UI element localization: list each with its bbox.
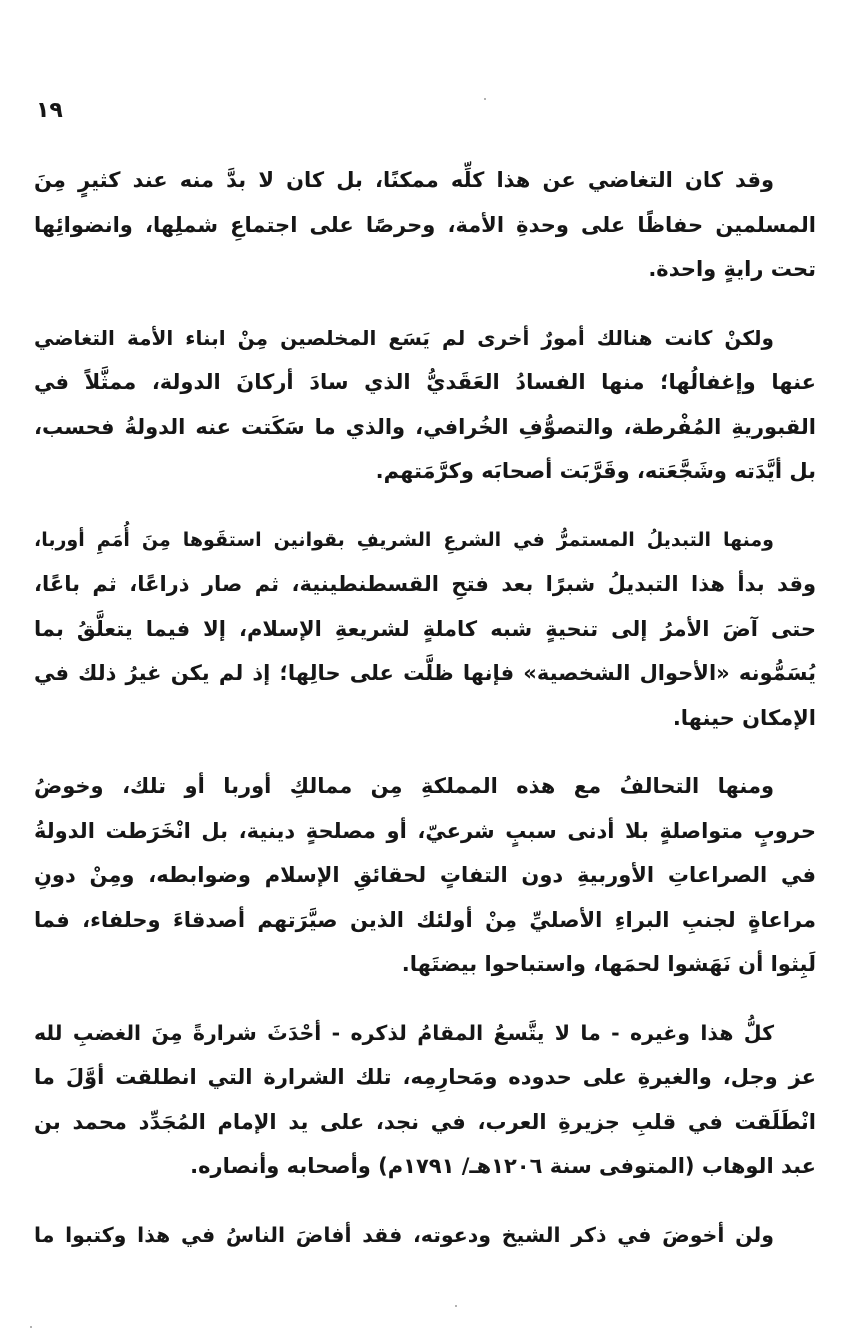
text-line: عبد الوهاب (المتوفى سنة ١٢٠٦هـ/ ١٧٩١م) وأصحابه وأنصاره. [190,1154,816,1178]
text-line: وقد كان التغاضي عن هذا كلِّه ممكنًا، بل كان لا بدَّ منه عند كثيرٍ مِنَ [34,168,774,192]
text-line: ومنها التحالفُ مع هذه المملكةِ مِن ممالكِ أوربا أو تلك، وخوضُ [34,774,774,798]
text-line: عنها وإغفالُها؛ منها الفسادُ العَقَديُّ الذي سادَ أركانَ الدولة، ممثَّلاً في [34,370,816,394]
text-line: وقد بدأ هذا التبديلُ شبرًا بعد فتحِ القسطنطينية، ثم صار ذراعًا، ثم باعًا، [34,572,816,596]
text-line: القبوريةِ المُفْرطة، والتصوُّفِ الخُرافي، والذي ما سَكَتت عنه الدولةُ فحسب، [34,414,816,439]
text-line: ولن أخوضَ في ذكر الشيخ ودعوته، فقد أفاضَ الناسُ في هذا وكتبوا ما [34,1222,774,1247]
text-line: مراعاةٍ لجنبِ البراءِ الأصليِّ مِنْ أولئك الذين صيَّرَتهم أصدقاءَ وحلفاء، فما [34,907,816,932]
text-line: يُسَمُّونه «الأحوال الشخصية» فإنها ظلَّت على حالِها؛ إذ لم يكن غيرُ ذلك في [34,661,816,685]
text-line: حروبٍ متواصلةٍ بلا أدنى سببٍ شرعيّ، أو مصلحةٍ دينية، بل انْخَرَطت الدولةُ [34,818,816,843]
body-text [34,158,816,1281]
page-number: ١٩ [36,98,63,123]
scan-speck [455,1305,457,1307]
text-line: الإمكان حينها. [672,705,816,730]
text-line: انْطَلَقت في قلبِ جزيرةِ العرب، في نجد، على يد الإمام المُجَدِّد محمد بن [34,1109,816,1134]
scan-speck [484,98,486,100]
scan-speck [30,1326,32,1328]
paragraph-5 [34,1011,816,1189]
text-line: المسلمين حفاظًا على وحدةِ الأمة، وحرصًا على اجتماعِ شملِها، وانضوائِها [34,212,816,237]
paragraph-3 [34,518,816,741]
text-line: ولكنْ كانت هنالك أمورٌ أخرى لم يَسَع المخلصين مِنْ ابناء الأمة التغاضي [34,325,774,350]
text-line: لَبِثوا أن نَهَشوا لحمَها، واستباحوا بيضتَها. [401,952,816,976]
text-line: عز وجل، والغيرةِ على حدوده ومَحارِمِه، تلك الشرارة التي انطلقت أوَّلَ ما [34,1065,816,1089]
paragraph-2 [34,316,816,494]
text-line: ومنها التبديلُ المستمرُّ في الشرعِ الشريفِ بقوانين استقَوها مِنَ أُمَمِ أوربا، [34,528,774,551]
text-line: بل أيَّدَته وشَجَّعَته، وقَرَّبَت أصحابَه وكرَّمَتهم. [375,459,816,483]
text-line: كلُّ هذا وغيره - ما لا يتَّسعُ المقامُ لذكره - أحْدَثَ شرارةً مِنَ الغضبِ لله [34,1020,774,1045]
paragraph-4 [34,764,816,987]
text-line: حتى آضَ الأمرُ إلى تنحيةٍ شبه كاملةٍ لشريعةِ الإسلام، إلا فيما يتعلَّقُ بما [34,616,816,641]
paragraph-6 [34,1213,816,1258]
text-line: تحت رايةٍ واحدة. [648,257,816,281]
paragraph-1 [34,158,816,292]
text-line: في الصراعاتِ الأوربيةِ دون التفاتٍ لحقائقِ الإسلام وضوابطه، ومِنْ دونِ [34,863,816,887]
